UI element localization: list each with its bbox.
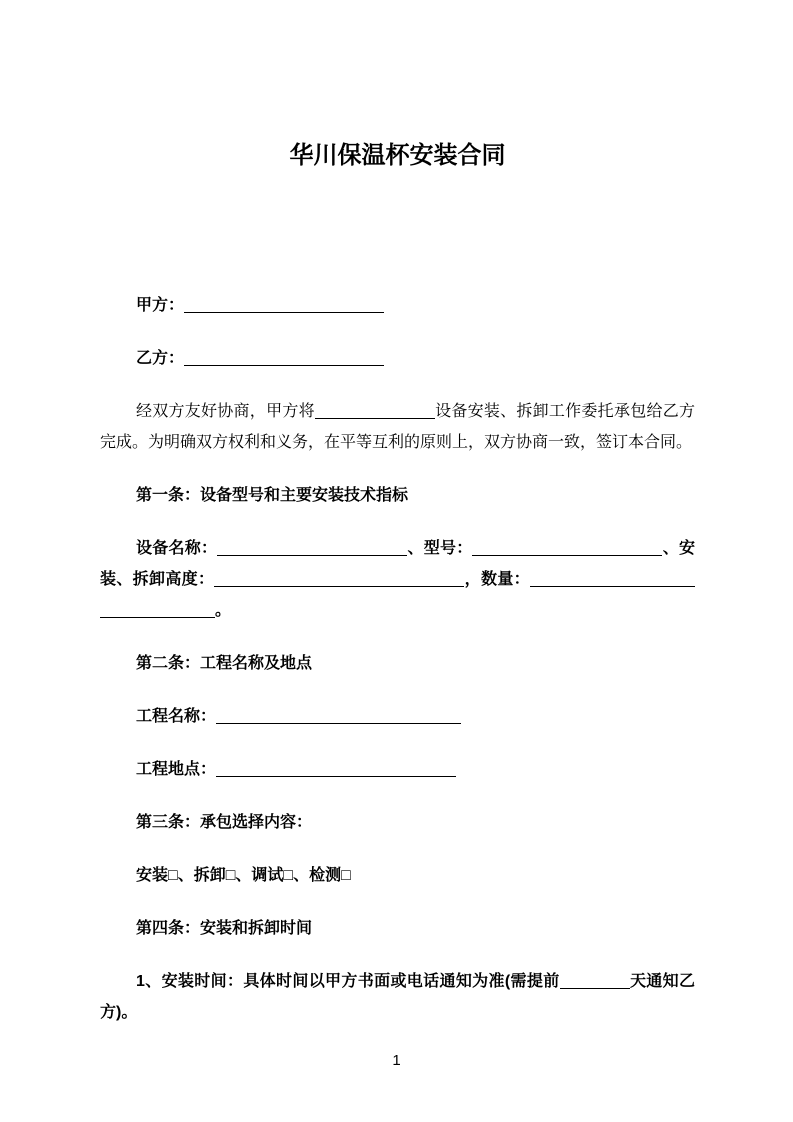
quantity-label: ，数量：	[464, 571, 530, 588]
model-label: 、型号：	[407, 540, 473, 557]
clause4-item1	[100, 966, 695, 1028]
option-debug-label: 调试	[251, 867, 284, 884]
project-location-line	[100, 754, 695, 785]
model-blank	[472, 540, 662, 556]
option-install	[136, 867, 194, 884]
project-name-blank	[216, 708, 461, 724]
intro-blank	[315, 403, 435, 419]
clause1-heading: 第一条：设备型号和主要安装技术指标	[136, 487, 409, 504]
checkbox-icon: □	[283, 867, 294, 884]
project-name-label: 工程名称：	[136, 708, 217, 725]
clause3-options-line	[100, 860, 695, 891]
clause1-content	[100, 533, 695, 626]
project-location-label: 工程地点：	[136, 761, 217, 778]
party-a-label: 甲方：	[136, 297, 185, 314]
option-separator: 、	[235, 867, 252, 884]
clause4-heading: 第四条：安装和拆卸时间	[136, 920, 313, 937]
option-inspect-label: 检测	[309, 867, 342, 884]
device-name-label: 设备名称：	[136, 540, 218, 557]
clause3-heading: 第三条：承包选择内容：	[136, 814, 313, 831]
option-dismantle	[194, 867, 252, 884]
page-number: 1	[392, 1052, 401, 1069]
party-b-line	[100, 343, 695, 374]
option-debug	[251, 867, 309, 884]
checkbox-icon: □	[225, 867, 236, 884]
intro-text-before: 经双方友好协商，甲方将	[136, 403, 315, 420]
clause1-period: 。	[215, 602, 232, 619]
intro-text-after: 设备安装、拆卸工作委托承包给乙方完成。为明确双方权利和义务，在平等互利的原则上，双方协商一致，签订本合同。	[100, 403, 695, 451]
clause2-heading: 第二条：工程名称及地点	[136, 655, 313, 672]
height-blank	[214, 571, 464, 587]
quantity-blank	[530, 571, 695, 587]
height-label: 、安装、拆卸高度：	[100, 540, 695, 588]
option-separator: 、	[293, 867, 310, 884]
quantity-blank-continued	[100, 602, 215, 618]
party-b-label: 乙方：	[136, 350, 185, 367]
install-time-text-after: 天通知乙方)。	[100, 973, 695, 1021]
document-title: 华川保温杯安装合同	[289, 142, 506, 169]
notice-days-blank	[560, 973, 630, 989]
option-install-label: 安装	[136, 867, 169, 884]
party-a-blank	[184, 297, 384, 313]
option-inspect	[309, 867, 351, 884]
install-time-label: 1、安装时间：	[136, 973, 244, 990]
install-time-text-before: 具体时间以甲方书面或电话通知为准(需提前	[243, 973, 560, 990]
project-name-line	[100, 701, 695, 732]
device-name-blank	[217, 540, 407, 556]
option-separator: 、	[177, 867, 194, 884]
party-a-line	[100, 290, 695, 321]
checkbox-icon: □	[341, 867, 351, 884]
checkbox-icon: □	[168, 867, 178, 884]
option-dismantle-label: 拆卸	[193, 867, 226, 884]
party-b-blank	[184, 350, 384, 366]
project-location-blank	[216, 761, 456, 777]
intro-paragraph	[100, 396, 695, 458]
